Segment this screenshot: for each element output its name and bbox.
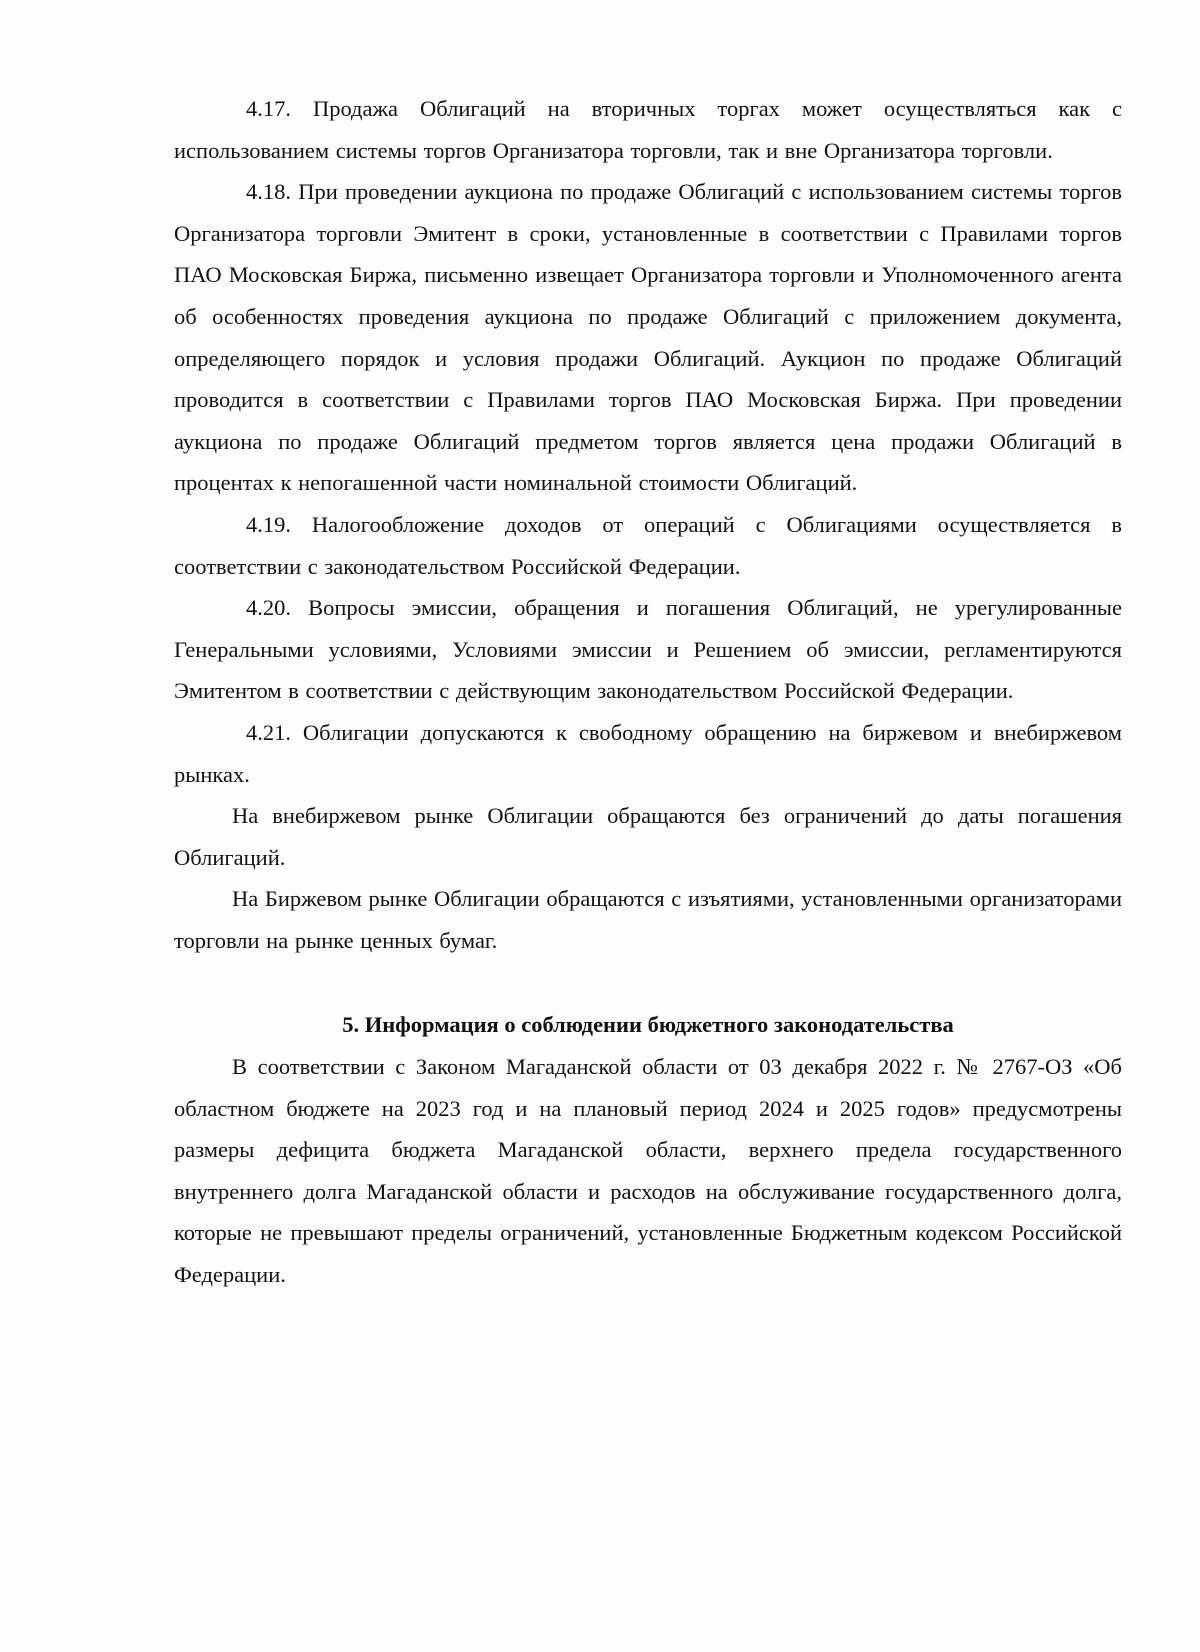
document-body	[174, 88, 1122, 1296]
paragraph-4-21: 4.21. Облигации допускаются к свободному обращению на биржевом и внебиржевом рынках.	[174, 719, 1122, 787]
paragraph-4-18: 4.18. При проведении аукциона по продаже Облигаций с использованием системы торгов Организатора торговли Эмитент в сроки, установленные в соответствии с Правилами торгов ПАО Московская Биржа, письменно извещает Организатора торговли и Уполномоченного агента об особенностях проведения аукциона по продаже Облигаций с приложением документа, определяющего порядок и условия продажи Облигаций. Аукцион по продаже Облигаций проводится в соответствии с Правилами торгов ПАО Московская Биржа. При проведении аукциона по продаже Облигаций предметом торгов является цена продажи Облигаций в процентах к непогашенной части номинальной стоимости Облигаций.	[174, 179, 1122, 496]
paragraph-4-19: 4.19. Налогообложение доходов от операций с Облигациями осуществляется в соответствии с законодательством Российской Федерации.	[174, 511, 1122, 579]
section-5-heading: 5. Информация о соблюдении бюджетного законодательства	[342, 1012, 954, 1038]
paragraph-otc-market: На внебиржевом рынке Облигации обращаются без ограничений до даты погашения Облигаций.	[174, 803, 1122, 870]
paragraph-exchange-market: На Биржевом рынке Облигации обращаются с изъятиями, установленными организаторами торговли на рынке ценных бумаг.	[174, 886, 1122, 953]
paragraph-4-20: 4.20. Вопросы эмиссии, обращения и погашения Облигаций, не урегулированные Генеральными условиями, Условиями эмиссии и Решением об эмиссии, регламентируются Эмитентом в соответствии с действующим законодательством Российской Федерации.	[174, 595, 1122, 704]
paragraph-4-17: 4.17. Продажа Облигаций на вторичных торгах может осуществляться как с использованием системы торгов Организатора торговли, так и вне Организатора торговли.	[174, 96, 1122, 163]
paragraph-budget-compliance: В соответствии с Законом Магаданской области от 03 декабря 2022 г. № 2767-ОЗ «Об областном бюджете на 2023 год и на плановый период 2024 и 2025 годов» предусмотрены размеры дефицита бюджета Магаданской области, верхнего предела государственного внутреннего долга Магаданской области и расходов на обслуживание государственного долга, которые не превышают пределы ограничений, установленные Бюджетным кодексом Российской Федерации.	[174, 1054, 1122, 1288]
